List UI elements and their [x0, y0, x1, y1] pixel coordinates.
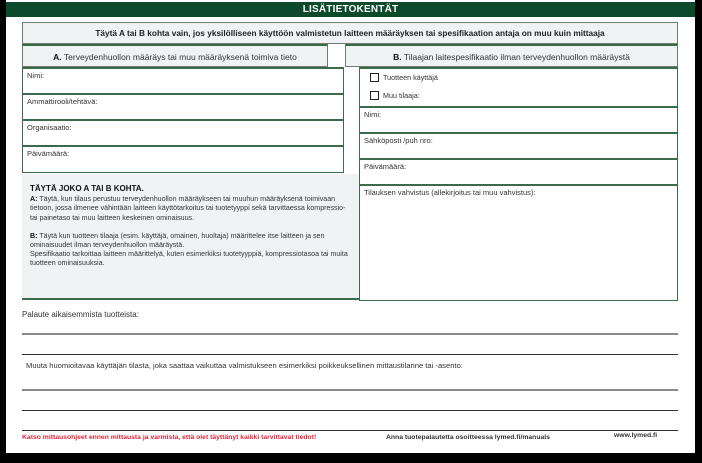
instructions-title: TÄYTÄ JOKO A TAI B KOHTA.	[30, 184, 144, 193]
feedback-line-2[interactable]	[22, 354, 678, 355]
feedback-line-1[interactable]	[22, 333, 678, 335]
notes-line-2[interactable]	[22, 410, 678, 411]
b-confirmation-label: Tilauksen vahvistus (allekirjoitus tai muu vahvistus):	[364, 188, 536, 197]
form-title: LISÄTIETOKENTÄT	[6, 2, 695, 17]
a-role-field[interactable]	[22, 93, 344, 120]
a-name-field[interactable]	[22, 67, 344, 94]
a-organisation-field[interactable]	[22, 119, 344, 146]
b-name-label: Nimi:	[364, 110, 382, 119]
a-date-label: Päivämäärä:	[27, 149, 70, 158]
instruction-b-prefix: B:	[30, 231, 38, 240]
notes-label: Muuta huomioitavaa käyttäjän tilasta, joka saattaa vaikuttaa valmistukseen esimerkiksi poikkeuksellinen mittaustilanne tai -asento:	[26, 361, 463, 370]
notes-line-1[interactable]	[22, 389, 678, 391]
instruction-a	[30, 195, 351, 223]
instruction-b-spec: Spesifikaatio tarkoittaa laitteen määrittelyä, kuten esimerkiksi tuotetyyppiä, kompressiotasoa tai muita tuotteen ominaisuuksia.	[30, 250, 348, 268]
form-page	[6, 0, 695, 453]
section-a-header	[22, 44, 328, 67]
website-link[interactable]: www.lymed.fi	[614, 432, 658, 439]
b-contact-label: Sähköposti /puh nro:	[364, 136, 433, 145]
feedback-link-text: Anna tuotepalautetta osoitteessa lymed.fi/manuals	[386, 434, 550, 441]
instruction-a-prefix: A:	[30, 195, 38, 204]
a-date-field[interactable]	[22, 145, 344, 173]
footer-divider	[22, 430, 678, 431]
b-confirmation-field[interactable]	[359, 184, 678, 301]
instruction-b-text: Täytä kun tuotteen tilaaja (esim. käyttäjä, omainen, huoltaja) määrittelee itse laitteen ja sen ominaisuudet ilman terveydenhuollon määräystä.	[30, 231, 325, 250]
feedback-label: Palaute aikaisemmista tuotteista:	[22, 310, 139, 319]
b-contact-field[interactable]	[359, 132, 678, 159]
section-b-prefix: B.	[393, 52, 402, 62]
instructions-box	[22, 174, 359, 300]
section-b-title: Tilaajan laitespesifikaatio ilman terveydenhuollon määräystä	[403, 52, 630, 62]
a-organisation-label: Organisaatio:	[27, 123, 72, 132]
a-name-label: Nimi:	[27, 71, 45, 80]
section-a-title: Terveydenhuollon määräys tai muu määräyksenä toimiva tieto	[63, 52, 297, 62]
checkbox-product-user-label: Tuotteen käyttäjä	[383, 73, 438, 82]
checkbox-other-orderer[interactable]	[370, 91, 420, 100]
checkbox-other-orderer-label: Muu tilaaja:	[383, 91, 420, 100]
a-role-label: Ammattirooli/tehtävä:	[27, 97, 98, 106]
b-date-field[interactable]	[359, 158, 678, 185]
checkbox-icon[interactable]	[370, 91, 379, 100]
instruction-notice: Täytä A tai B kohta vain, jos yksilölliseen käyttöön valmistetun laitteen määräyksen tai spesifikaation antaja on muu kuin mittaaja	[22, 22, 678, 44]
checkbox-icon[interactable]	[370, 73, 379, 82]
instruction-b	[30, 232, 351, 250]
section-a-prefix: A.	[53, 52, 62, 62]
measurement-warning: Katso mittausohjeet ennen mittausta ja varmista, että olet täyttänyt kaikki tarvittavat tiedot!	[22, 434, 317, 441]
checkbox-product-user[interactable]	[370, 73, 438, 82]
instruction-a-text: Täytä, kun tilaus perustuu terveydenhuollon määräykseen tai muuhun määräyksenä toimivaan tietoon, jossa ilmenee vähintään laitteen käyttötarkoitus tai tuotetyyppi sekä tarvittaessa kompressio- tai painetaso tai muu laitteen keskeinen ominaisuus.	[30, 195, 346, 222]
b-date-label: Päivämäärä:	[364, 162, 407, 171]
b-name-field[interactable]	[359, 106, 678, 133]
section-b-header	[345, 44, 678, 67]
